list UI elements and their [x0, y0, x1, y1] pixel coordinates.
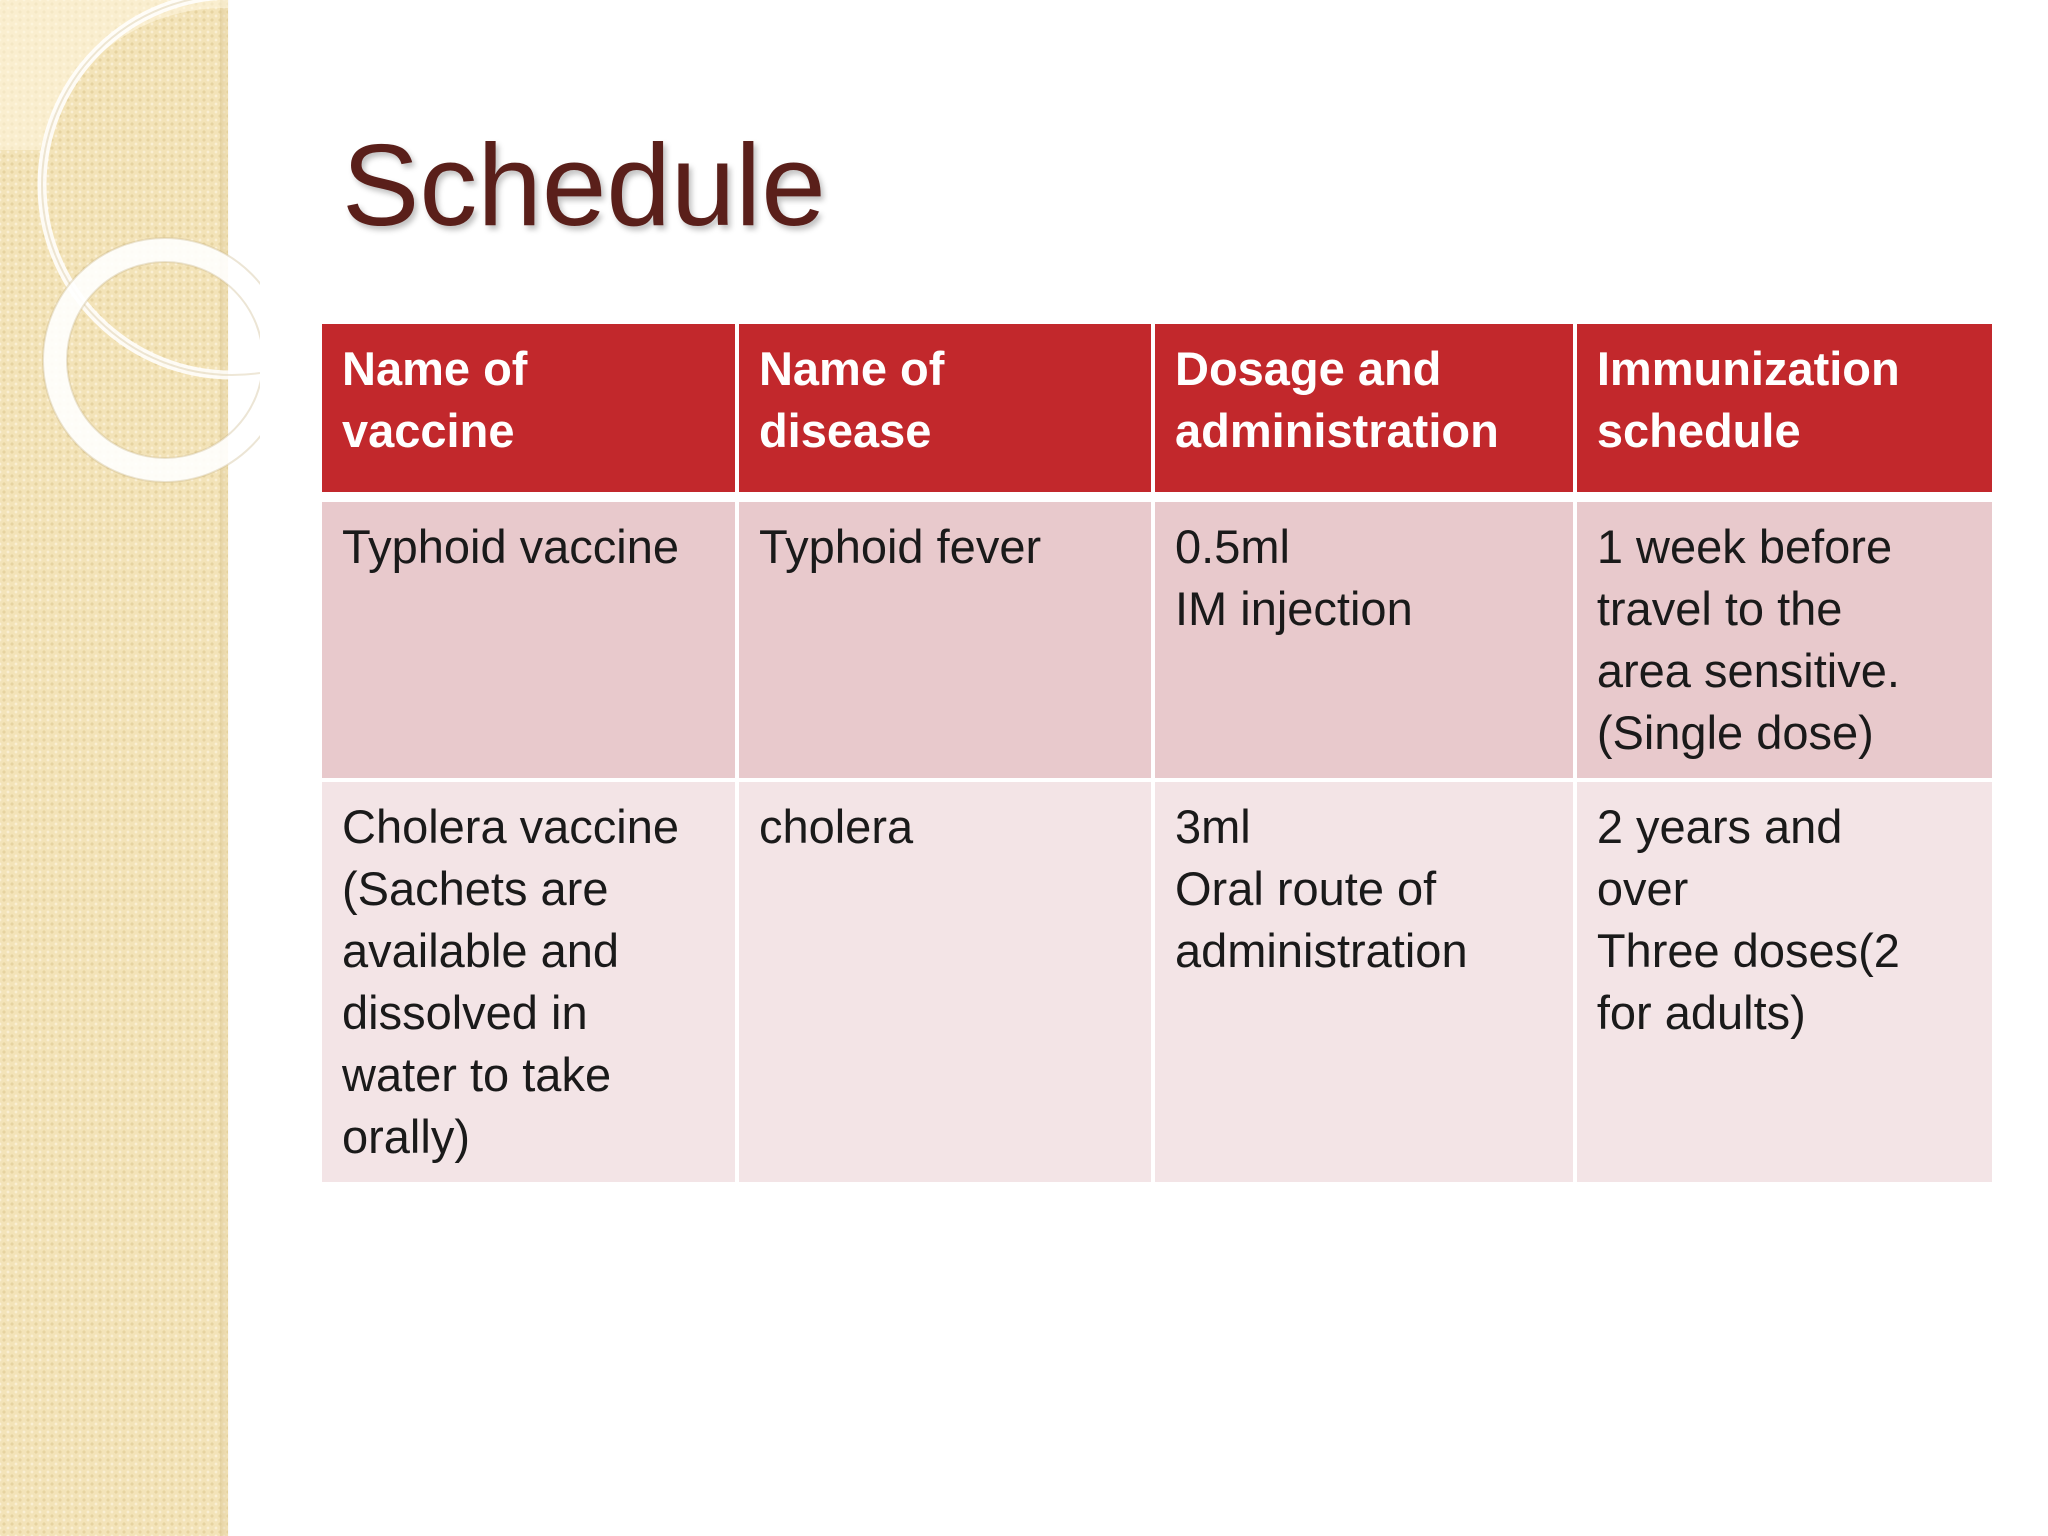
- header-vaccine-name: Name of vaccine: [322, 324, 735, 498]
- header-disease-name: Name of disease: [739, 324, 1151, 498]
- cell-dosage-administration: 0.5ml IM injection: [1155, 502, 1573, 778]
- slide-title: Schedule: [342, 120, 826, 250]
- side-strip-edge: [220, 0, 230, 1536]
- cell-immunization-schedule: 2 years and over Three doses(2 for adults): [1577, 782, 1992, 1182]
- cell-disease-name: cholera: [739, 782, 1151, 1182]
- decorative-side-strip: [0, 0, 228, 1536]
- cell-immunization-schedule: 1 week before travel to the area sensitive. (Single dose): [1577, 502, 1992, 778]
- table-row: [322, 502, 1992, 778]
- header-dosage-administration: Dosage and administration: [1155, 324, 1573, 498]
- table-row: [322, 782, 1992, 1182]
- vaccine-schedule-table: [318, 320, 1996, 1186]
- cell-vaccine-name: Typhoid vaccine: [322, 502, 735, 778]
- header-immunization-schedule: Immunization schedule: [1577, 324, 1992, 498]
- cell-dosage-administration: 3ml Oral route of administration: [1155, 782, 1573, 1182]
- cell-vaccine-name: Cholera vaccine (Sachets are available and dissolved in water to take orally): [322, 782, 735, 1182]
- table-header-row: [322, 324, 1992, 498]
- cell-disease-name: Typhoid fever: [739, 502, 1151, 778]
